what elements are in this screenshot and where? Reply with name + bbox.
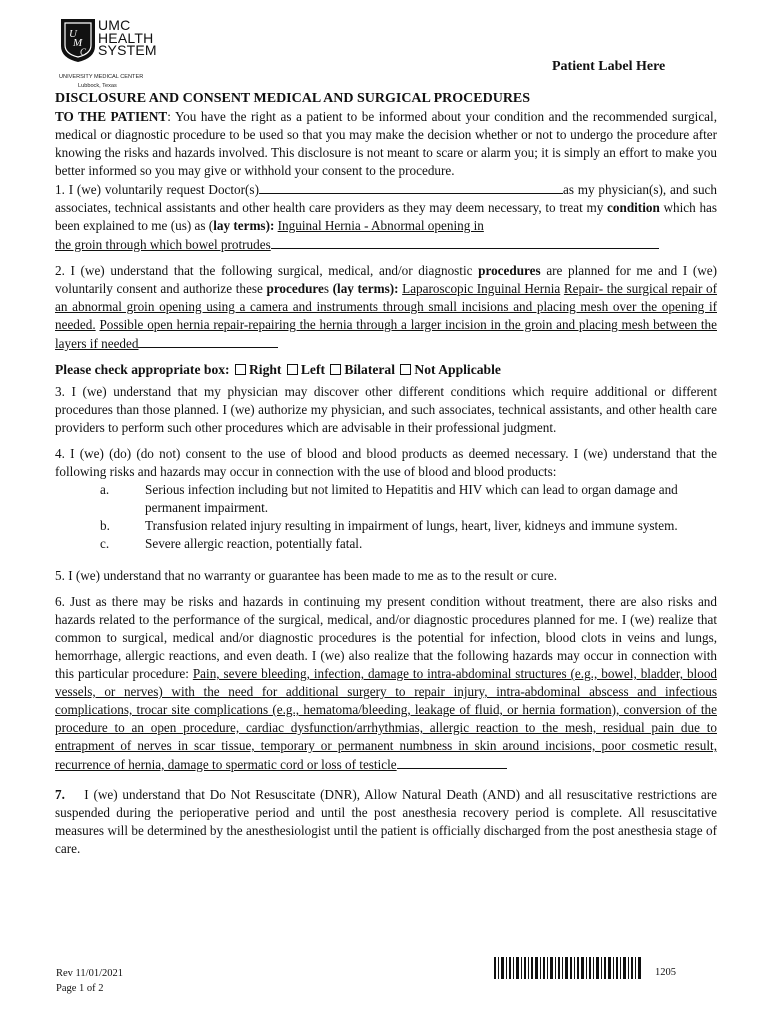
doctor-name-field[interactable] <box>259 180 563 194</box>
intro-paragraph <box>55 108 717 180</box>
condition-line-fill <box>271 235 659 249</box>
svg-text:M: M <box>73 37 83 49</box>
logo-line: UMC <box>98 17 131 33</box>
hazards-text[interactable]: Pain, severe bleeding, infection, damage to intra-abdominal structures (e.g., bowel, bladder, blood vessels, or nerves) with the need for additional surgery to repair injury, intra-abdominal abscess and infectious complications, trocar site complications (e.g., hematoma/bleeding, leakage of fluid, or hernia formation), conversion of the procedure to an open procedure, cardiac dysfunction/arrhythmias, allergic reaction to the mesh, residual pain due to entrapment of nerves in scar tissue, temporary or permanent numbness in skin around incisions, poor cosmetic result, recurrence of hernia, damage to spermatic cord or loss of testicle <box>55 666 718 772</box>
procedure-line-fill <box>138 334 278 348</box>
procedures-word-2: procedure <box>266 281 324 296</box>
item-4: 4. I (we) (do) (do not) consent to the use of blood and blood products as deemed necessary. I (we) understand that the following risks and hazards may occur in connection with the use of blood and blood products: <box>55 446 717 479</box>
left-checkbox[interactable] <box>287 364 298 375</box>
procedure-text-3[interactable]: Possible open hernia repair-repairing the hernia through a larger incision in the groin and placing mesh between the layers if needed <box>55 317 717 351</box>
bilateral-option-label: Bilateral <box>344 362 396 377</box>
condition-text-cont[interactable]: the groin through which bowel protrudes <box>55 237 271 252</box>
item-1-text-d: which has been explained to me (us) as ( <box>55 200 718 233</box>
item-7 <box>55 786 717 858</box>
svg-text:C: C <box>80 47 87 57</box>
list-item <box>55 481 717 517</box>
lay-terms-label: lay terms): <box>213 218 275 233</box>
revision-date: Rev 11/01/2021 <box>56 968 123 979</box>
risk-text: Severe allergic reaction, potentially fatal. <box>145 536 363 551</box>
intro-lead: TO THE PATIENT <box>55 109 168 124</box>
risk-letter: a. <box>100 482 110 497</box>
risk-letter: b. <box>100 518 110 533</box>
procedure-text-2[interactable]: Repair- the surgical repair of an abnormal groin opening using a camera and instruments through small incisions and placing mesh over the opening if needed. <box>55 281 718 332</box>
item-2-text-b: are planned for me and I (we) voluntarily consent and authorize these <box>55 263 718 296</box>
umc-shield-icon <box>58 16 98 64</box>
risk-letter: c. <box>100 536 110 551</box>
not-applicable-option-label: Not Applicable <box>414 362 501 377</box>
blood-risk-list <box>55 481 717 553</box>
item-2 <box>55 262 717 353</box>
item-7-text: I (we) understand that Do Not Resuscitate (DNR), Allow Natural Death (AND) and all resuscitative restrictions are suspended during the perioperative period and until the post anesthesia recovery period is complete. All resuscitative measures will be determined by the anesthesiologist until the patient is officially discharged from the post anesthesia stage of care. <box>55 787 718 856</box>
item-1-text: 1. I (we) voluntarily request Doctor(s) <box>55 182 259 197</box>
page-number: Page 1 of 2 <box>56 983 104 994</box>
form-number: 1205 <box>655 967 676 978</box>
left-option-label: Left <box>300 362 326 377</box>
item-2-text: 2. I (we) understand that the following surgical, medical, and/or diagnostic <box>55 263 473 278</box>
procedures-word-2-suffix: s <box>323 281 330 296</box>
item-1-text-c: and such associates, technical assistants and other health care providers as they may deem necessary, to treat my <box>55 182 718 215</box>
list-item <box>55 517 717 535</box>
barcode-icon <box>494 957 642 979</box>
risk-text: Transfusion related injury resulting in impairment of lungs, heart, liver, kidneys and immune system. <box>145 518 678 533</box>
patient-label-area: Patient Label Here <box>552 59 666 74</box>
intro-text: : You have the right as a patient to be informed about your condition and the recommended surgical, medical or diagnostic procedure to be used so that you may make the decision whether or not to undergo the procedure after knowing the risks and hazards involved. This disclosure is not meant to scare or alarm you; it is simply an effort to make you better informed so you may give or withhold your consent to the procedure. <box>55 109 717 178</box>
item-6-text: 6. Just as there may be risks and hazards in continuing my present condition without treatment, there are also risks and hazards related to the performance of the surgical, medical, and/or diagnostic procedures planned for me. I (we) realize that common to surgical, medical and/or diagnostic procedures is the potential for infection, blood clots in veins and lungs, hemorrhage, allergic reactions, and even death. I (we) also realize that the following hazards may occur in connection with this particular procedure: <box>55 594 717 681</box>
check-row-label: Please check appropriate box: <box>55 362 230 377</box>
lay-terms-label-2: (lay terms): <box>332 281 399 296</box>
form-body <box>55 90 717 858</box>
logo-line: HEALTH <box>98 29 154 46</box>
logo-wordmark <box>98 19 157 57</box>
item-3: 3. I (we) understand that my physician may discover other different conditions which require additional or different procedures than those planned. I (we) authorize my physician, and such associates, technical assistants, and other health care providers to perform such other procedures which are advisable in their professional judgment. <box>55 384 717 435</box>
condition-text[interactable]: Inguinal Hernia - Abnormal opening in <box>277 218 484 233</box>
not-applicable-checkbox[interactable] <box>400 364 411 375</box>
logo-line: SYSTEM <box>98 42 157 58</box>
form-title: DISCLOSURE AND CONSENT MEDICAL AND SURGICAL PROCEDURES <box>55 91 531 106</box>
umc-logo <box>56 14 206 94</box>
procedures-word: procedures <box>478 263 541 278</box>
logo-city: Lubbock, Texas <box>78 83 117 89</box>
risk-text: Serious infection including but not limited to Hepatitis and HIV which can lead to organ damage and permanent impairment. <box>145 482 678 515</box>
list-item <box>55 535 717 553</box>
condition-word: condition <box>607 200 660 215</box>
right-checkbox[interactable] <box>235 364 246 375</box>
logo-subtitle: UNIVERSITY MEDICAL CENTER <box>59 74 144 80</box>
laterality-check-row <box>55 361 717 379</box>
footer-left <box>56 966 123 996</box>
procedure-text[interactable]: Laparoscopic Inguinal Hernia <box>402 281 561 296</box>
item-1-text-b: as my physician(s), <box>562 182 667 197</box>
bilateral-checkbox[interactable] <box>330 364 341 375</box>
item-6 <box>55 593 717 774</box>
item-1 <box>55 180 717 254</box>
item-7-number: 7. <box>55 787 65 802</box>
hazards-line-fill <box>397 755 507 769</box>
right-option-label: Right <box>248 362 282 377</box>
svg-text:U: U <box>69 28 77 40</box>
item-5: 5. I (we) understand that no warranty or guarantee has been made to me as to the result or cure. <box>55 568 558 583</box>
